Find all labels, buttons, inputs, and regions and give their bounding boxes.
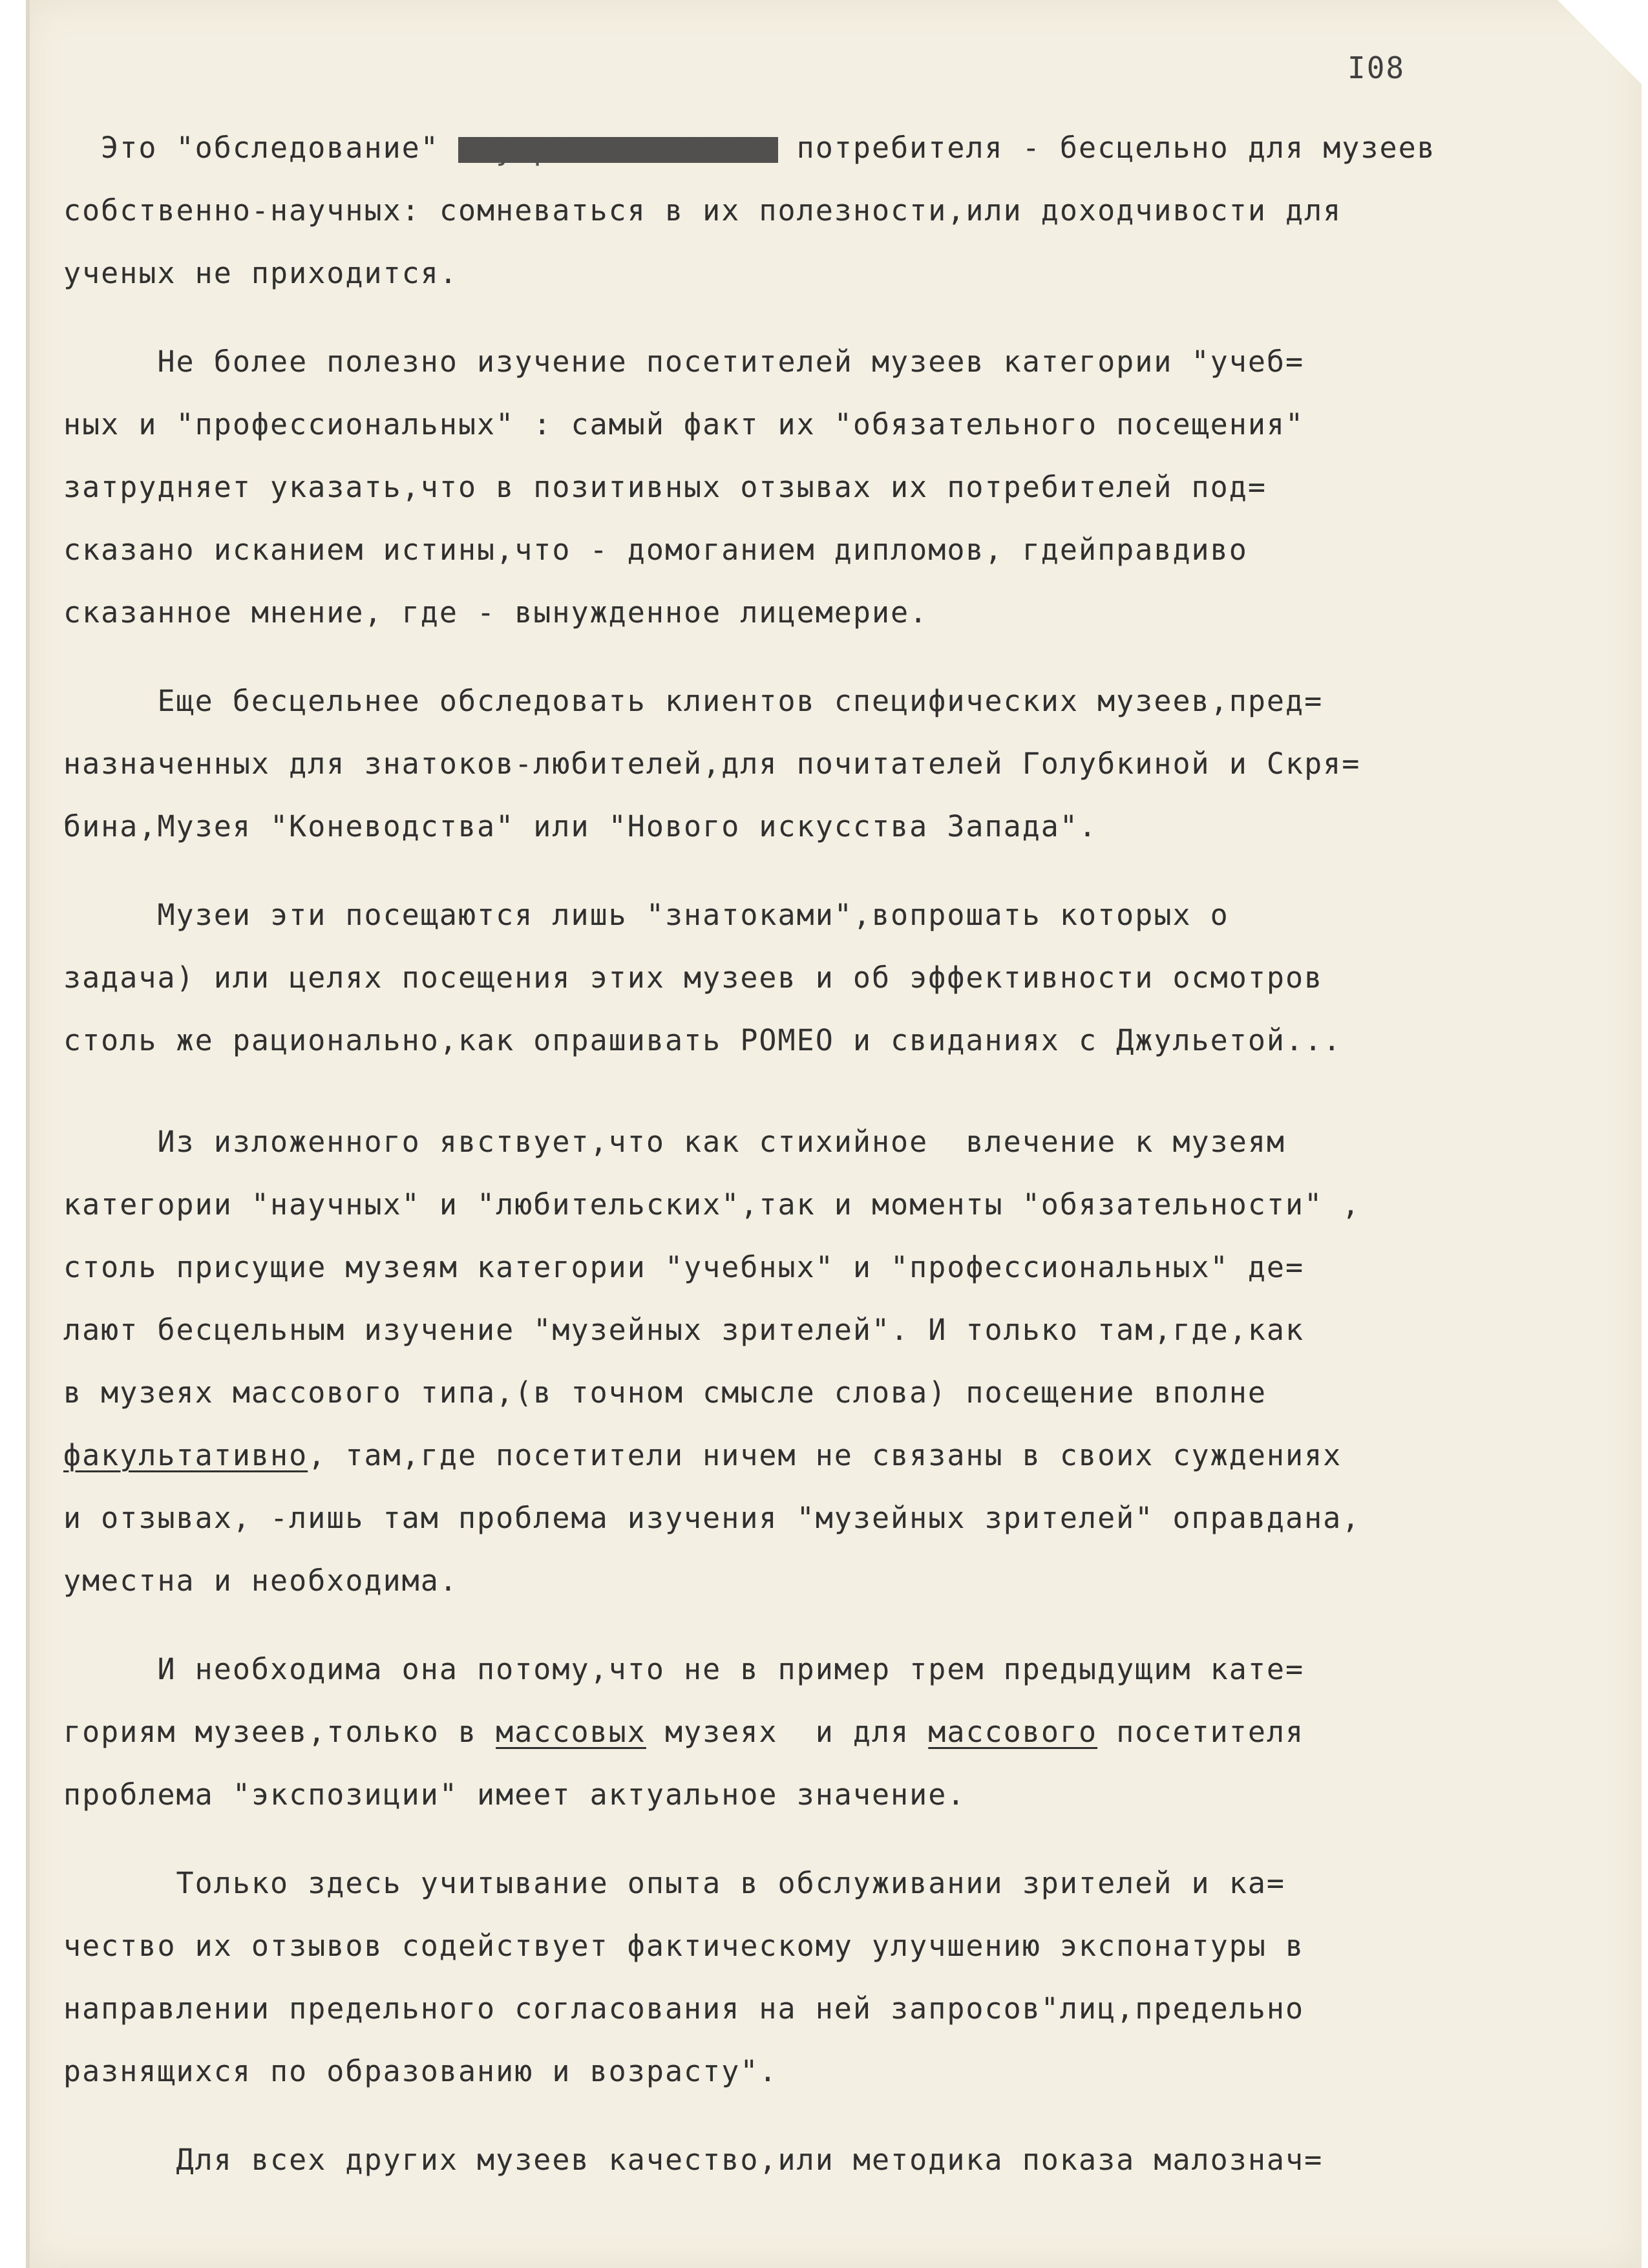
text-line: столь присущие музеям категории "учебных" и "профессиональных" де= (63, 1250, 1305, 1284)
text-line: И необходима она потому,что не в пример трем предыдущим кате= (63, 1652, 1305, 1686)
text-fragment: Это "обследование" (63, 131, 458, 165)
text-fragment: , там,где посетители ничем не связаны в своих суждениях (308, 1438, 1342, 1472)
text-line: сказанное мнение, где - вынужденное лицемерие. (63, 595, 929, 630)
text-line: Для всех других музеев качество,или методика показа малознач= (63, 2143, 1324, 2177)
text-line (63, 1701, 1563, 1763)
text-line: Еще бесцельнее обследовать клиентов специфических музеев,пред= (63, 684, 1324, 718)
text-fragment: посетителя (1097, 1715, 1305, 1749)
text-line: задача) или целях посещения этих музеев и об эффективности осмотров (63, 960, 1324, 995)
text-line: ученых не приходится. (63, 256, 458, 290)
text-line: затрудняет указать,что в позитивных отзывах их потребителей под= (63, 470, 1267, 504)
text-line: чество их отзывов содействует фактическому улучшению экспонатуры в (63, 1929, 1305, 1963)
text-line: в музеях массового типа,(в точном смысле слова) посещение вполне (63, 1375, 1267, 1410)
text-line: бина,Музея "Коневодства" или "Нового искусства Запада". (63, 809, 1098, 843)
typewritten-page (26, 0, 1642, 2268)
page-edge (26, 0, 30, 2268)
text-line: проблема "экспозиции" имеет актуальное значение. (63, 1777, 966, 1812)
text-line: разнящихся по образованию и возрасту". (63, 2054, 778, 2088)
text-line: Музеи эти посещаются лишь "знатоками",вопрошать которых о (63, 898, 1229, 932)
text-line: Из изложенного явствует,что как стихийное влечение к музеям (63, 1125, 1285, 1159)
text-fragment: музеях и для (646, 1715, 929, 1749)
struck-out-text: внутреннее мнение (458, 132, 778, 167)
text-line: лают бесцельным изучение "музейных зрителей". И только там,где,как (63, 1313, 1305, 1347)
text-line: столь же рационально,как опрашивать РОМЕО и свиданиях с Джульетой... (63, 1023, 1342, 1057)
folded-corner (1558, 0, 1642, 84)
text-line: Не более полезно изучение посетителей музеев категории "учеб= (63, 344, 1305, 379)
text-line: категории "научных" и "любительских",так и моменты "обязательности" , (63, 1187, 1361, 1222)
text-line (63, 1424, 1563, 1487)
underlined-text: факультативно (63, 1438, 308, 1472)
text-line: сказано исканием истины,что - домоганием дипломов, гдейправдиво (63, 533, 1248, 567)
underlined-text: массовых (496, 1715, 646, 1749)
text-line: собственно-научных: сомневаться в их полезности,или доходчивости для (63, 193, 1342, 228)
text-fragment: гориям музеев,только в (63, 1715, 496, 1749)
text-line (63, 116, 1563, 179)
text-fragment: потребителя - бесцельно для музеев (777, 131, 1436, 165)
text-line: и отзывах, -лишь там проблема изучения "музейных зрителей" оправдана, (63, 1501, 1361, 1535)
body-text (63, 116, 1563, 2191)
text-line: направлении предельного согласования на ней запросов"лиц,предельно (63, 1991, 1305, 2026)
text-line: ных и "профессиональных" : самый факт их "обязательного посещения" (63, 407, 1305, 441)
text-line: назначенных для знатоков-любителей,для почитателей Голубкиной и Скря= (63, 747, 1361, 781)
text-line: уместна и необходима. (63, 1563, 458, 1598)
underlined-text: массового (928, 1715, 1098, 1749)
text-line: Только здесь учитывание опыта в обслуживании зрителей и ка= (63, 1866, 1285, 1900)
page-number: I08 (1347, 50, 1406, 85)
